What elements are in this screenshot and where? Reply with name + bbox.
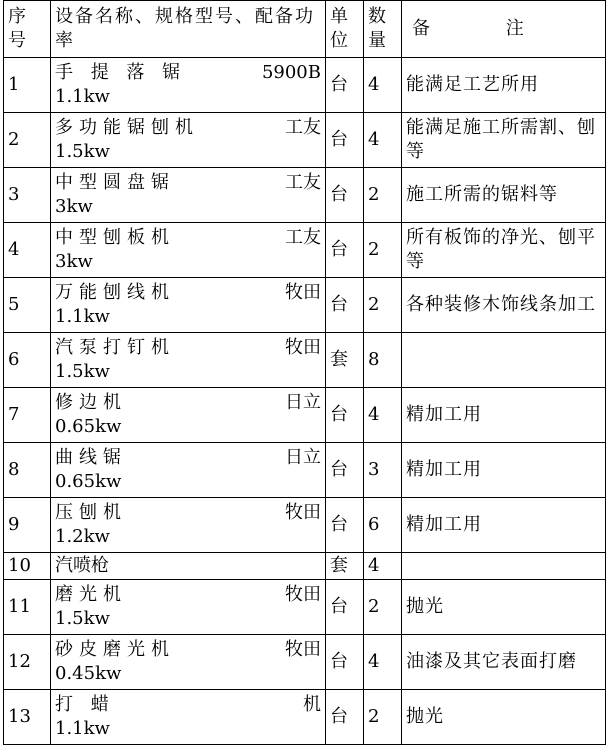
equipment-name-line <box>55 226 321 250</box>
cell-no: 10 <box>4 553 51 580</box>
equipment-table <box>3 0 606 745</box>
table-row <box>4 278 606 333</box>
equipment-name-line <box>55 171 321 195</box>
equipment-power: 0.65kw <box>55 471 122 492</box>
cell-qty: 2 <box>364 278 402 333</box>
cell-qty: 6 <box>364 498 402 553</box>
cell-unit: 套 <box>326 333 364 388</box>
header-unit: 单位 <box>326 1 364 58</box>
equipment-spec: 牧田 <box>285 282 321 303</box>
equipment-spec: 工友 <box>285 117 321 138</box>
equipment-spec: 日立 <box>285 392 321 413</box>
cell-unit: 台 <box>326 690 364 745</box>
cell-name <box>51 58 326 113</box>
table-row <box>4 498 606 553</box>
cell-unit: 台 <box>326 168 364 223</box>
equipment-spec: 5900B <box>261 62 321 83</box>
table-row <box>4 58 606 113</box>
cell-unit: 台 <box>326 498 364 553</box>
table-row <box>4 333 606 388</box>
cell-qty: 2 <box>364 168 402 223</box>
cell-name <box>51 443 326 498</box>
equipment-name: 万能刨线机 <box>55 282 175 303</box>
cell-note: 施工所需的锯料等 <box>402 168 606 223</box>
equipment-name: 砂皮磨光机 <box>55 639 175 660</box>
cell-no: 3 <box>4 168 51 223</box>
equipment-name-line <box>55 336 321 360</box>
cell-unit: 台 <box>326 388 364 443</box>
equipment-spec: 牧田 <box>285 584 321 605</box>
cell-unit: 台 <box>326 580 364 635</box>
cell-name <box>51 690 326 745</box>
equipment-power: 1.5kw <box>55 608 110 629</box>
cell-qty: 2 <box>364 690 402 745</box>
equipment-spec: 牧田 <box>285 337 321 358</box>
equipment-spec: 牧田 <box>285 639 321 660</box>
cell-note <box>402 333 606 388</box>
cell-unit: 台 <box>326 223 364 278</box>
equipment-spec: 牧田 <box>285 502 321 523</box>
equipment-name-line <box>55 281 321 305</box>
equipment-power: 3kw <box>55 196 93 217</box>
table-row <box>4 553 606 580</box>
cell-qty: 4 <box>364 58 402 113</box>
cell-name <box>51 635 326 690</box>
header-qty: 数量 <box>364 1 402 58</box>
equipment-name: 打 蜡 <box>55 694 115 715</box>
equipment-name-line <box>55 61 321 85</box>
equipment-name: 手 提 落 锯 <box>55 62 187 83</box>
cell-unit: 套 <box>326 553 364 580</box>
cell-note: 精加工用 <box>402 498 606 553</box>
cell-qty: 2 <box>364 580 402 635</box>
cell-unit: 台 <box>326 278 364 333</box>
cell-qty: 4 <box>364 635 402 690</box>
equipment-name: 汽泵打钉机 <box>55 337 175 358</box>
cell-qty: 4 <box>364 388 402 443</box>
header-note <box>402 1 606 58</box>
equipment-power: 1.1kw <box>55 306 110 327</box>
cell-name <box>51 388 326 443</box>
equipment-name-line <box>55 638 321 662</box>
cell-no: 8 <box>4 443 51 498</box>
table-row <box>4 388 606 443</box>
equipment-power: 1.1kw <box>55 86 110 107</box>
equipment-name: 修边机 <box>55 392 127 413</box>
cell-note: 精加工用 <box>402 443 606 498</box>
cell-no: 2 <box>4 113 51 168</box>
cell-no: 12 <box>4 635 51 690</box>
cell-name <box>51 113 326 168</box>
table-row <box>4 635 606 690</box>
cell-no: 7 <box>4 388 51 443</box>
cell-note: 精加工用 <box>402 388 606 443</box>
equipment-name-line <box>55 583 321 607</box>
cell-unit: 台 <box>326 58 364 113</box>
cell-name <box>51 580 326 635</box>
equipment-name: 压刨机 <box>55 502 127 523</box>
cell-unit: 台 <box>326 113 364 168</box>
cell-name <box>51 223 326 278</box>
table-row <box>4 690 606 745</box>
cell-note: 能满足施工所需割、刨等 <box>402 113 606 168</box>
equipment-table-container <box>3 0 606 745</box>
equipment-name: 汽喷枪 <box>55 555 109 576</box>
cell-qty: 2 <box>364 223 402 278</box>
cell-note: 抛光 <box>402 690 606 745</box>
equipment-spec: 工友 <box>285 227 321 248</box>
header-name: 设备名称、规格型号、配备功率 <box>51 1 326 58</box>
equipment-name: 磨光机 <box>55 584 127 605</box>
equipment-name-line <box>55 391 321 415</box>
equipment-power: 3kw <box>55 251 93 272</box>
cell-no: 5 <box>4 278 51 333</box>
cell-name <box>51 278 326 333</box>
cell-note: 抛光 <box>402 580 606 635</box>
cell-note <box>402 553 606 580</box>
cell-note: 油漆及其它表面打磨 <box>402 635 606 690</box>
cell-unit: 台 <box>326 443 364 498</box>
cell-note: 能满足工艺所用 <box>402 58 606 113</box>
equipment-name: 曲线锯 <box>55 447 127 468</box>
equipment-power: 0.45kw <box>55 663 122 684</box>
equipment-power: 1.5kw <box>55 361 110 382</box>
cell-note: 各种装修木饰线条加工 <box>402 278 606 333</box>
cell-name <box>51 333 326 388</box>
cell-qty: 4 <box>364 113 402 168</box>
cell-name <box>51 553 326 580</box>
table-body <box>4 58 606 745</box>
equipment-name: 中型圆盘锯 <box>55 172 175 193</box>
equipment-name: 多功能锯刨机 <box>55 117 199 138</box>
cell-qty: 8 <box>364 333 402 388</box>
header-no: 序号 <box>4 1 51 58</box>
equipment-name-line <box>55 116 321 140</box>
table-row <box>4 113 606 168</box>
equipment-name-line <box>55 501 321 525</box>
cell-name <box>51 498 326 553</box>
equipment-name: 中型刨板机 <box>55 227 175 248</box>
equipment-name-line <box>55 554 321 578</box>
cell-no: 4 <box>4 223 51 278</box>
cell-no: 1 <box>4 58 51 113</box>
equipment-spec: 工友 <box>285 172 321 193</box>
cell-qty: 3 <box>364 443 402 498</box>
equipment-name-line <box>55 446 321 470</box>
cell-no: 13 <box>4 690 51 745</box>
table-row <box>4 580 606 635</box>
table-row <box>4 168 606 223</box>
table-row <box>4 223 606 278</box>
table-row <box>4 443 606 498</box>
cell-qty: 4 <box>364 553 402 580</box>
equipment-power: 1.2kw <box>55 526 110 547</box>
equipment-power: 1.1kw <box>55 718 110 739</box>
cell-name <box>51 168 326 223</box>
cell-no: 6 <box>4 333 51 388</box>
equipment-spec: 机 <box>303 694 321 715</box>
cell-note: 所有板饰的净光、刨平等 <box>402 223 606 278</box>
equipment-spec: 日立 <box>285 447 321 468</box>
cell-no: 11 <box>4 580 51 635</box>
cell-unit: 台 <box>326 635 364 690</box>
table-header-row <box>4 1 606 58</box>
header-note-a: 备 <box>412 18 430 39</box>
equipment-power: 1.5kw <box>55 141 110 162</box>
equipment-name-line <box>55 693 321 717</box>
equipment-power: 0.65kw <box>55 416 122 437</box>
header-note-b: 注 <box>505 18 524 39</box>
cell-no: 9 <box>4 498 51 553</box>
